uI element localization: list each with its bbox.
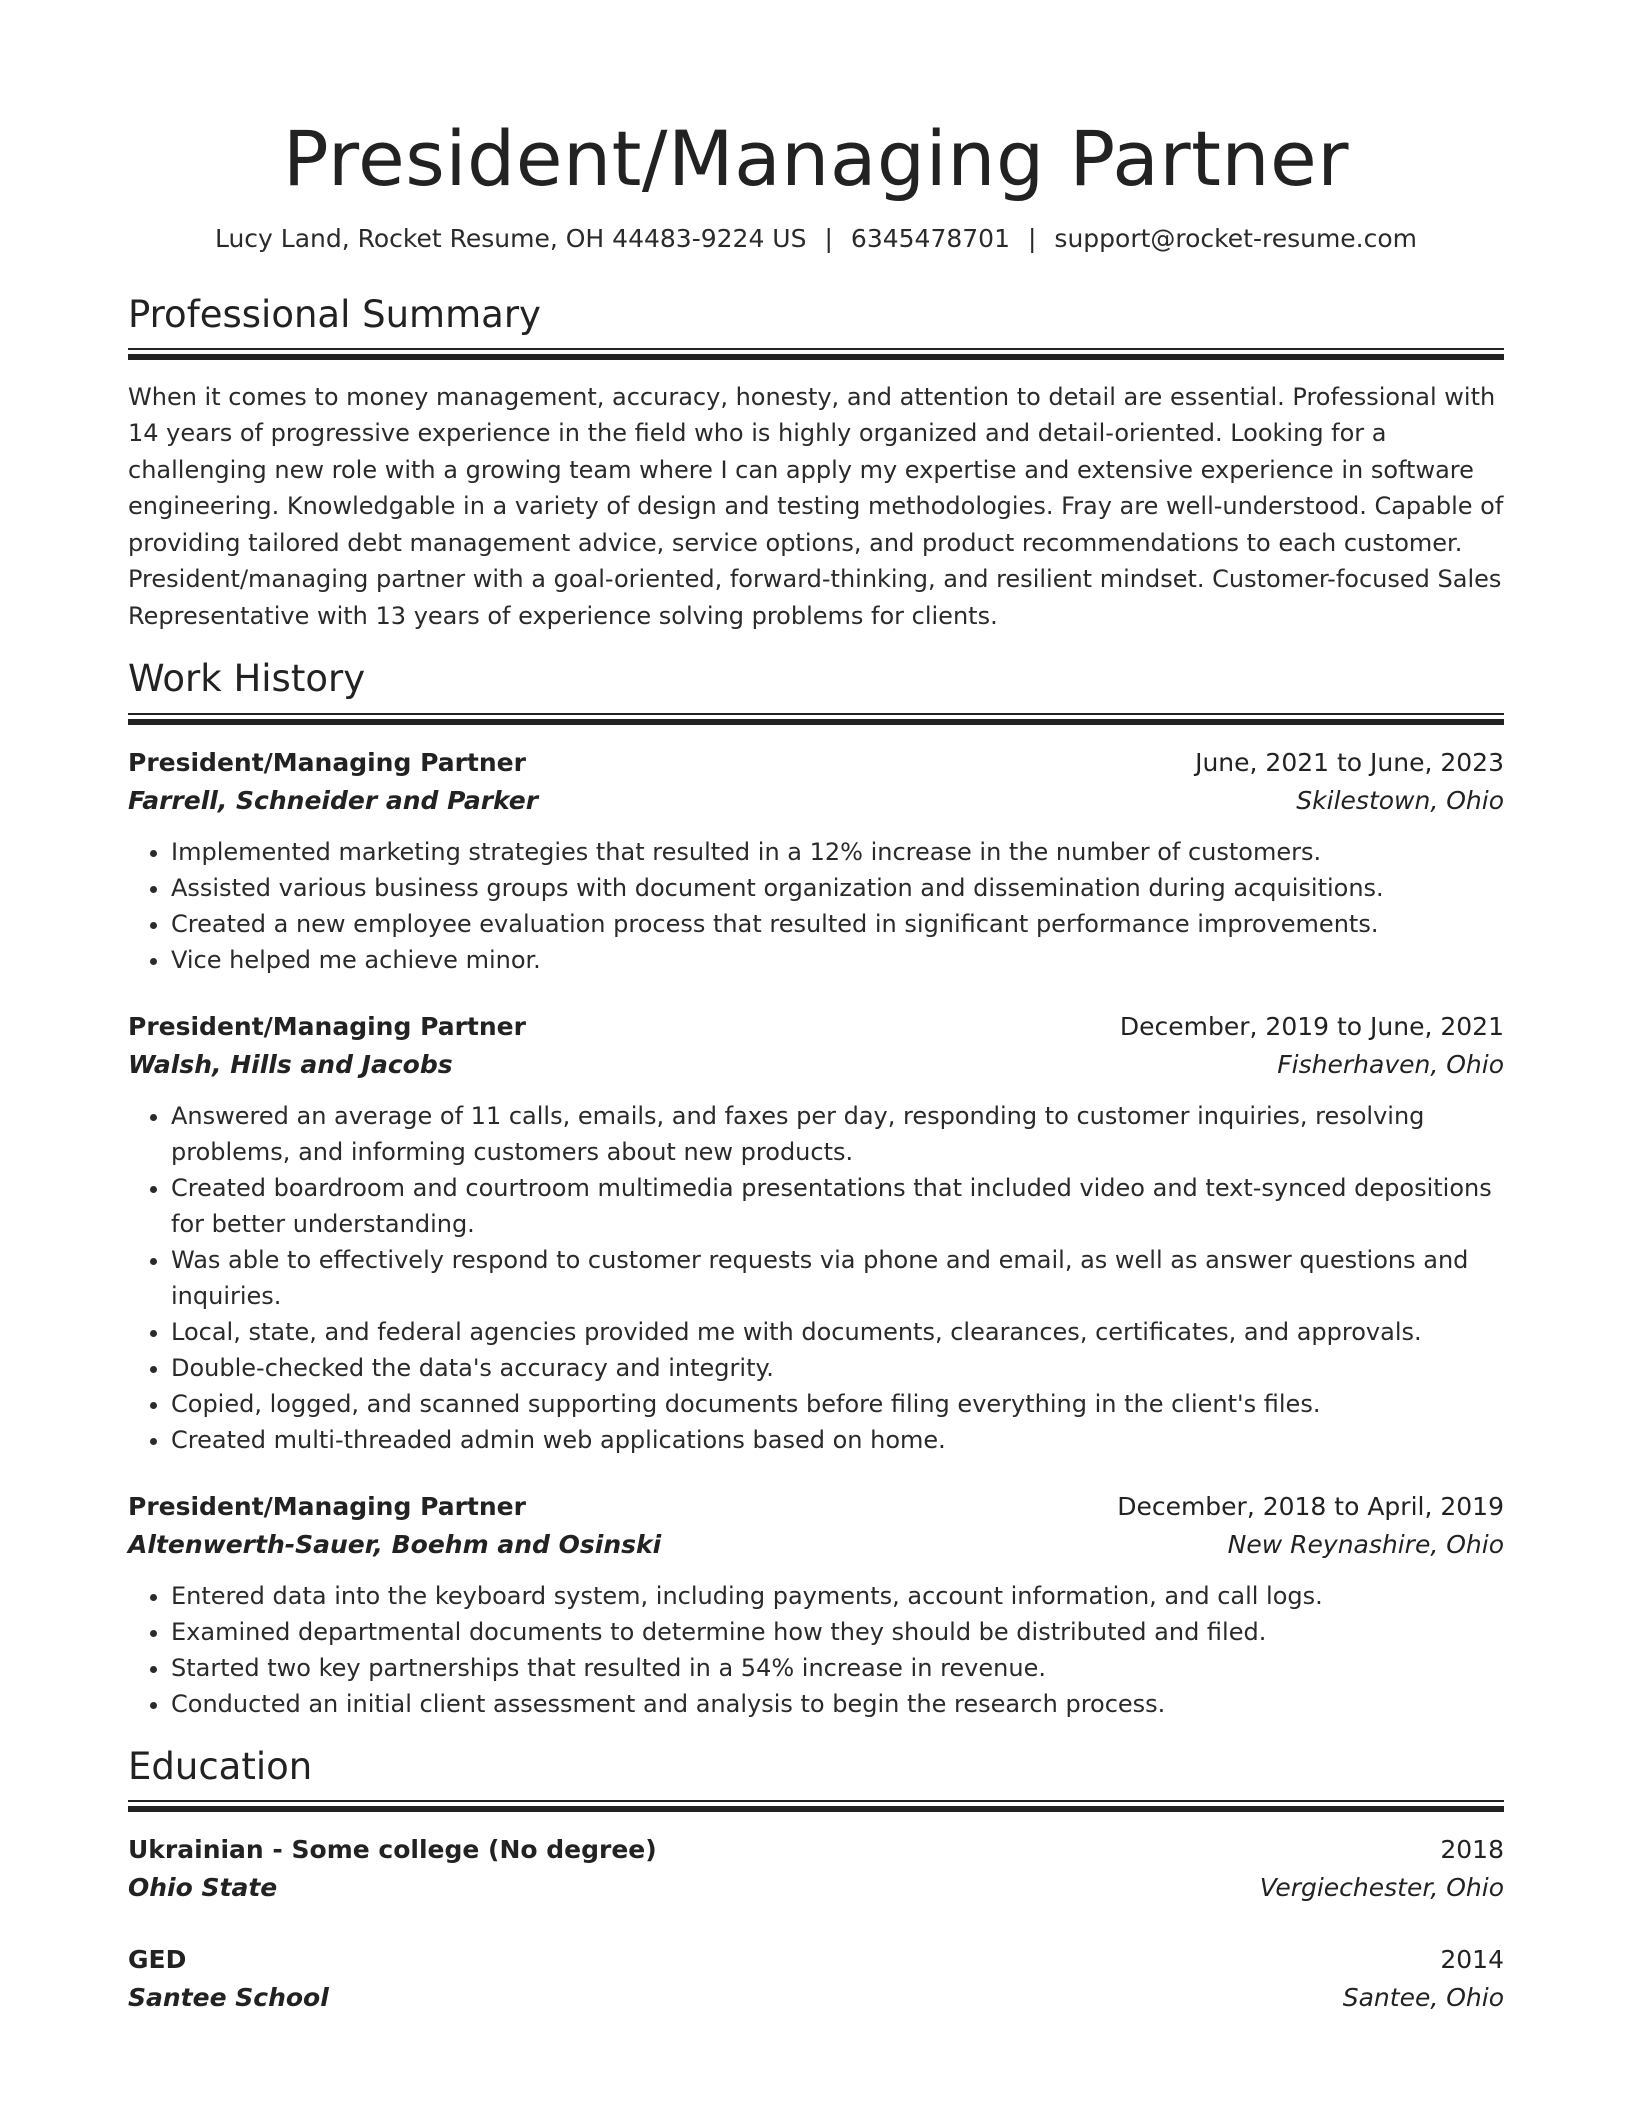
job-bullet: • Assisted various business groups with document organization and dissemination during acquisitions. [171, 870, 1504, 906]
job-location: Skilestown, Ohio [1296, 785, 1504, 815]
contact-separator: | [824, 224, 833, 254]
education-degree: GED [128, 1944, 187, 1974]
job-bullet: • Examined departmental documents to determine how they should be distributed and filed. [171, 1614, 1504, 1650]
job-entry [128, 1008, 1504, 1458]
job-bullet: • Vice helped me achieve minor. [171, 942, 1504, 978]
job-title: President/Managing Partner [128, 747, 526, 777]
job-company: Farrell, Schneider and Parker [128, 785, 539, 815]
section-divider [128, 1800, 1504, 1813]
contact-line [128, 223, 1504, 256]
education-heading: Education [128, 1744, 313, 1788]
job-title: President/Managing Partner [128, 1491, 526, 1521]
job-bullet: • Entered data into the keyboard system, including payments, account information, and call logs. [171, 1578, 1504, 1614]
education-year: 2014 [1440, 1944, 1504, 1974]
job-bullet: • Conducted an initial client assessment and analysis to begin the research process. [171, 1686, 1504, 1722]
job-bullet: • Double-checked the data's accuracy and integrity. [171, 1350, 1504, 1386]
job-bullet: • Created a new employee evaluation process that resulted in significant performance improvements. [171, 906, 1504, 942]
education-entry [128, 1941, 1504, 2017]
job-bullets [128, 1098, 1504, 1458]
education-school: Santee School [128, 1982, 329, 2012]
education-entry [128, 1831, 1504, 1907]
job-bullets [128, 1578, 1504, 1722]
summary-heading: Professional Summary [128, 292, 541, 336]
job-bullet: • Created multi-threaded admin web applications based on home. [171, 1422, 1504, 1458]
section-divider [128, 348, 1504, 361]
education-year: 2018 [1440, 1834, 1504, 1864]
contact-address: Lucy Land, Rocket Resume, OH 44483-9224 US [214, 224, 807, 254]
job-bullet: • Created boardroom and courtroom multimedia presentations that included video and text-synced depositions for better understanding. [171, 1170, 1504, 1242]
contact-phone: 6345478701 [850, 224, 1010, 254]
education-degree: Ukrainian - Some college (No degree) [128, 1834, 657, 1864]
contact-separator: | [1027, 224, 1037, 254]
job-company: Walsh, Hills and Jacobs [128, 1049, 453, 1079]
job-title: President/Managing Partner [128, 1011, 526, 1041]
education-location: Santee, Ohio [1342, 1982, 1504, 2012]
job-dates: December, 2019 to June, 2021 [1119, 1011, 1504, 1041]
job-bullet: • Implemented marketing strategies that resulted in a 12% increase in the number of customers. [171, 834, 1504, 870]
education-school: Ohio State [128, 1872, 278, 1902]
work-history-heading: Work History [128, 657, 366, 701]
job-dates: December, 2018 to April, 2019 [1117, 1491, 1504, 1521]
work-history-section [128, 656, 1504, 1721]
job-location: Fisherhaven, Ohio [1277, 1049, 1504, 1079]
job-entry [128, 1488, 1504, 1722]
summary-section [128, 292, 1504, 635]
education-section [128, 1744, 1504, 2017]
job-location: New Reynashire, Ohio [1227, 1529, 1504, 1559]
job-bullet: • Copied, logged, and scanned supporting documents before filing everything in the client's files. [171, 1386, 1504, 1422]
resume-title: President/Managing Partner [282, 114, 1350, 203]
job-bullet: • Answered an average of 11 calls, emails, and faxes per day, responding to customer inquiries, resolving problems, and informing customers about new products. [171, 1098, 1504, 1170]
job-bullets [128, 834, 1504, 978]
job-bullet: • Started two key partnerships that resulted in a 54% increase in revenue. [171, 1650, 1504, 1686]
section-divider [128, 713, 1504, 726]
job-bullet: • Local, state, and federal agencies provided me with documents, clearances, certificates, and approvals. [171, 1314, 1504, 1350]
job-entry [128, 744, 1504, 978]
job-company: Altenwerth-Sauer, Boehm and Osinski [128, 1529, 662, 1559]
contact-email: support@rocket-resume.com [1054, 224, 1418, 254]
summary-text: When it comes to money management, accuracy, honesty, and attention to detail are essential. Professional with 14 years of progressive experience in the field who is highly organized and detail-oriented. Looking for a challenging new role with a growing team where I can apply my expertise and extensive experience in software engineering. Knowledgable in a variety of design and testing methodologies. Fray are well-understood. Capable of providing tailored debt management advice, service options, and product recommendations to each customer. President/managing partner with a goal-oriented, forward-thinking, and resilient mindset. Customer-focused Sales Representative with 13 years of experience solving problems for clients. [128, 382, 1504, 630]
job-bullet: • Was able to effectively respond to customer requests via phone and email, as well as answer questions and inquiries. [171, 1242, 1504, 1314]
education-location: Vergiechester, Ohio [1259, 1872, 1504, 1902]
job-dates: June, 2021 to June, 2023 [1195, 747, 1504, 777]
